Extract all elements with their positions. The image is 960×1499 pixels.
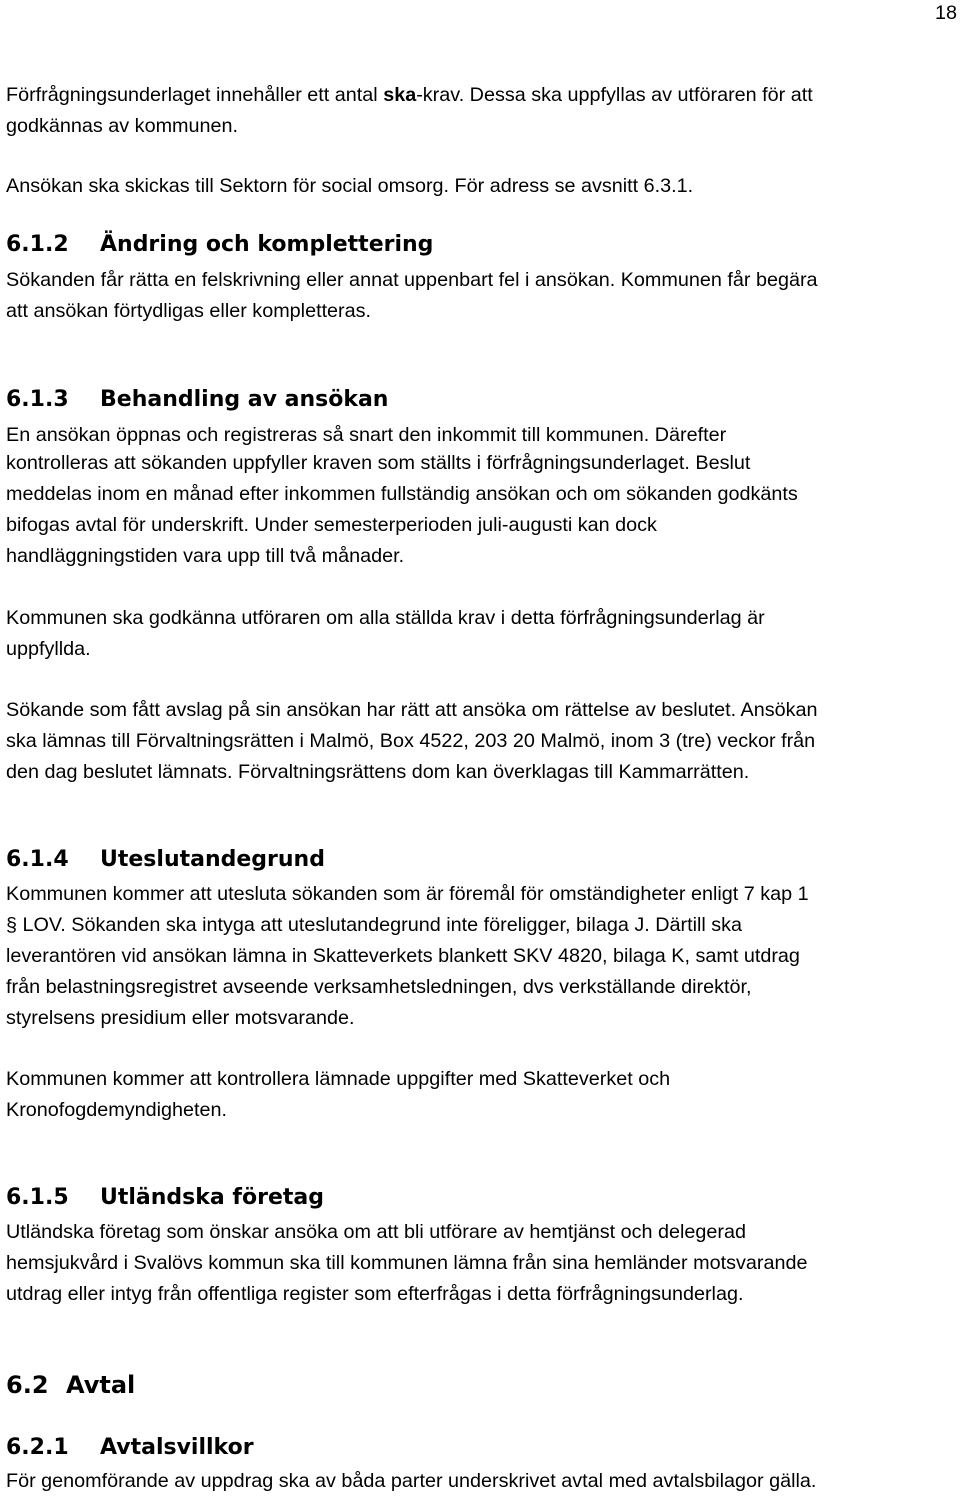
paragraph (6, 695, 818, 788)
text-line: handläggningstiden vara upp till två månader. (6, 545, 405, 567)
paragraph (6, 1466, 816, 1497)
text-line (6, 80, 813, 111)
heading-6-1-3 (6, 383, 388, 417)
text-line: Kronofogdemyndigheten. (6, 1099, 228, 1121)
text-line: § LOV. Sökanden ska intyga att uteslutandegrund inte föreligger, bilaga J. Därtill ska (6, 914, 743, 936)
paragraph (6, 265, 818, 327)
heading-6-1-4 (6, 843, 325, 877)
heading-number: 6.1.2 (6, 232, 69, 257)
text-line: leverantören vid ansökan lämna in Skatteverkets blankett SKV 4820, bilaga K, samt utdrag (6, 945, 800, 967)
text-line: Ansökan ska skickas till Sektorn för social omsorg. För adress se avsnitt 6.3.1. (6, 175, 694, 197)
text-line: hemsjukvård i Svalövs kommun ska till kommunen lämna från sina hemländer motsvarande (6, 1252, 808, 1274)
text-line: den dag beslutet lämnats. Förvaltningsrättens dom kan överklagas till Kammarrätten. (6, 761, 750, 783)
text-line: styrelsens presidium eller motsvarande. (6, 1007, 355, 1029)
paragraph (6, 879, 809, 1034)
text-line: meddelas inom en månad efter inkommen fullständig ansökan och om sökanden godkänts (6, 483, 798, 505)
submission-paragraph (6, 171, 693, 202)
text-line: bifogas avtal för underskrift. Under semesterperioden juli-augusti kan dock (6, 514, 657, 536)
heading-number: 6.1.3 (6, 387, 69, 412)
text-line: Kommunen ska godkänna utföraren om alla ställda krav i detta förfrågningsunderlag är (6, 607, 765, 629)
heading-title: Behandling av ansökan (100, 387, 389, 412)
heading-number: 6.2 (6, 1371, 49, 1399)
page-number: 18 (934, 2, 957, 24)
heading-title: Avtal (66, 1371, 136, 1399)
text-line: utdrag eller intyg från offentliga register som efterfrågas i detta förfrågningsunderlag. (6, 1283, 744, 1305)
text-line: En ansökan öppnas och registreras så snart den inkommit till kommunen. Därefter (6, 424, 727, 446)
text-segment: Förfrågningsunderlaget innehåller ett antal (6, 84, 384, 106)
heading-6-1-2 (6, 228, 433, 262)
paragraph (6, 420, 798, 572)
paragraph (6, 1064, 670, 1126)
heading-title: Ändring och komplettering (100, 232, 434, 257)
text-line: kontrolleras att sökanden uppfyller kraven som ställts i förfrågningsunderlaget. Beslut (6, 452, 751, 474)
paragraph (6, 1217, 808, 1310)
heading-number: 6.1.5 (6, 1185, 69, 1210)
text-line: att ansökan förtydligas eller kompletteras. (6, 300, 372, 322)
text-line: ska lämnas till Förvaltningsrätten i Malmö, Box 4522, 203 20 Malmö, inom 3 (tre) veckor från (6, 730, 816, 752)
text-line: Kommunen kommer att utesluta sökanden som är föremål för omständigheter enligt 7 kap 1 (6, 883, 809, 905)
text-line: Sökanden får rätta en felskrivning eller annat uppenbart fel i ansökan. Kommunen får begära (6, 269, 818, 291)
text-line: uppfyllda. (6, 638, 91, 660)
heading-title: Utländska företag (100, 1185, 324, 1210)
paragraph (6, 603, 765, 665)
intro-paragraph (6, 80, 813, 142)
text-line: Kommunen kommer att kontrollera lämnade uppgifter med Skatteverket och (6, 1068, 671, 1090)
heading-6-1-5 (6, 1181, 324, 1215)
bold-text: ska (383, 84, 417, 106)
heading-number: 6.1.4 (6, 847, 69, 872)
heading-title: Avtalsvillkor (100, 1435, 254, 1460)
text-line: För genomförande av uppdrag ska av båda parter underskrivet avtal med avtalsbilagor gälla. (6, 1470, 817, 1492)
heading-title: Uteslutandegrund (100, 847, 325, 872)
text-line: från belastningsregistret avseende verksamhetsledningen, dvs verkställande direktör, (6, 976, 752, 998)
text-line: Utländska företag som önskar ansöka om att bli utförare av hemtjänst och delegerad (6, 1221, 747, 1243)
heading-6-2 (6, 1367, 135, 1403)
text-line: Sökande som fått avslag på sin ansökan har rätt att ansöka om rättelse av beslutet. Ansökan (6, 699, 818, 721)
text-line: godkännas av kommunen. (6, 115, 239, 137)
text-segment: -krav. Dessa ska uppfyllas av utföraren för att (416, 84, 813, 106)
heading-number: 6.2.1 (6, 1435, 69, 1460)
heading-6-2-1 (6, 1431, 254, 1465)
